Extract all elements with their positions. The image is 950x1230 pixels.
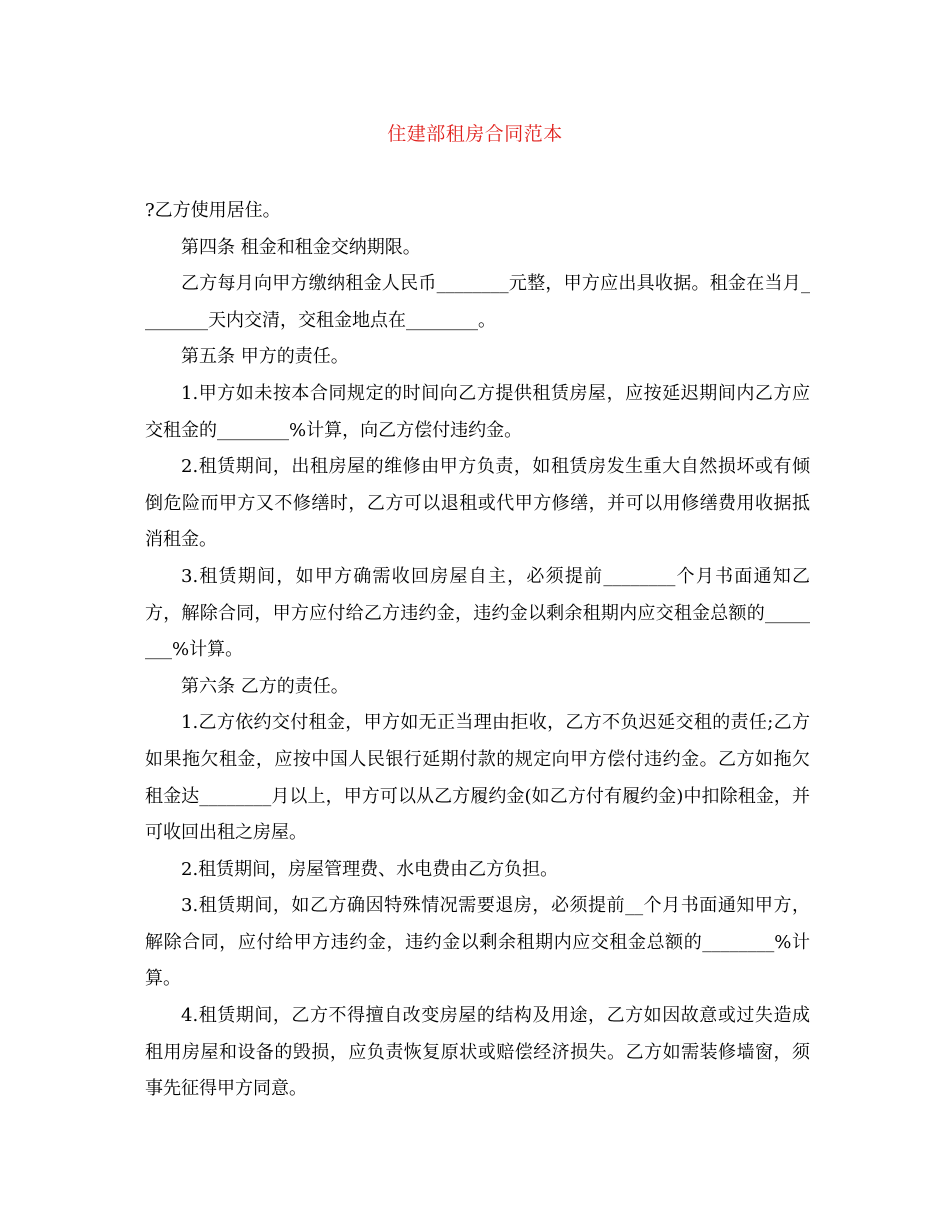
- article-6-clause-2: 2.租赁期间，房屋管理费、水电费由乙方负担。: [181, 858, 559, 880]
- article-5-clause-1: 1.甲方如未按本合同规定的时间向乙方提供租赁房屋，应按延迟期间内乙方应交租金的________%计算，向乙方偿付违约金。: [145, 382, 810, 441]
- article-5-clause-3: 3.租赁期间，如甲方确需收回房屋自主，必须提前________个月书面通知乙方，解除合同，甲方应付给乙方违约金，违约金以剩余租期内应交租金总额的________%计算。: [145, 565, 810, 661]
- article-5-clause-2: 2.租赁期间，出租房屋的维修由甲方负责，如租赁房发生重大自然损坏或有倾倒危险而甲方又不修缮时，乙方可以退租或代甲方修缮，并可以用修缮费用收据抵消租金。: [145, 456, 810, 551]
- article-6-clause-1: 1.乙方依约交付租金，甲方如无正当理由拒收，乙方不负迟延交租的责任;乙方如果拖欠租金，应按中国人民银行延期付款的规定向甲方偿付违约金。乙方如拖欠租金达________月以上，甲方可以从乙方履约金(如乙方付有履约金)中扣除租金，并可收回出租之房屋。: [145, 712, 810, 844]
- paragraph-continuation: ?乙方使用居住。: [145, 200, 281, 221]
- article-6-clause-3: 3.租赁期间，如乙方确因特殊情况需要退房，必须提前__个月书面通知甲方，解除合同，应付给甲方违约金，违约金以剩余租期内应交租金总额的________%计算。: [145, 895, 810, 990]
- document-body: [145, 193, 810, 1108]
- article-6-heading: 第六条 乙方的责任。: [181, 675, 349, 697]
- article-6-clause-4: 4.租赁期间，乙方不得擅自改变房屋的结构及用途，乙方如因故意或过失造成租用房屋和设备的毁损，应负责恢复原状或赔偿经济损失。乙方如需装修墙窗，须事先征得甲方同意。: [145, 1005, 810, 1100]
- article-5-heading: 第五条 甲方的责任。: [181, 346, 349, 368]
- document-title: 住建部租房合同范本: [387, 123, 563, 145]
- article-4-rent-payment: 乙方每月向甲方缴纳租金人民币________元整，甲方应出具收据。租金在当月________天内交清，交租金地点在________。: [145, 273, 810, 331]
- article-4-heading: 第四条 租金和租金交纳期限。: [181, 236, 421, 258]
